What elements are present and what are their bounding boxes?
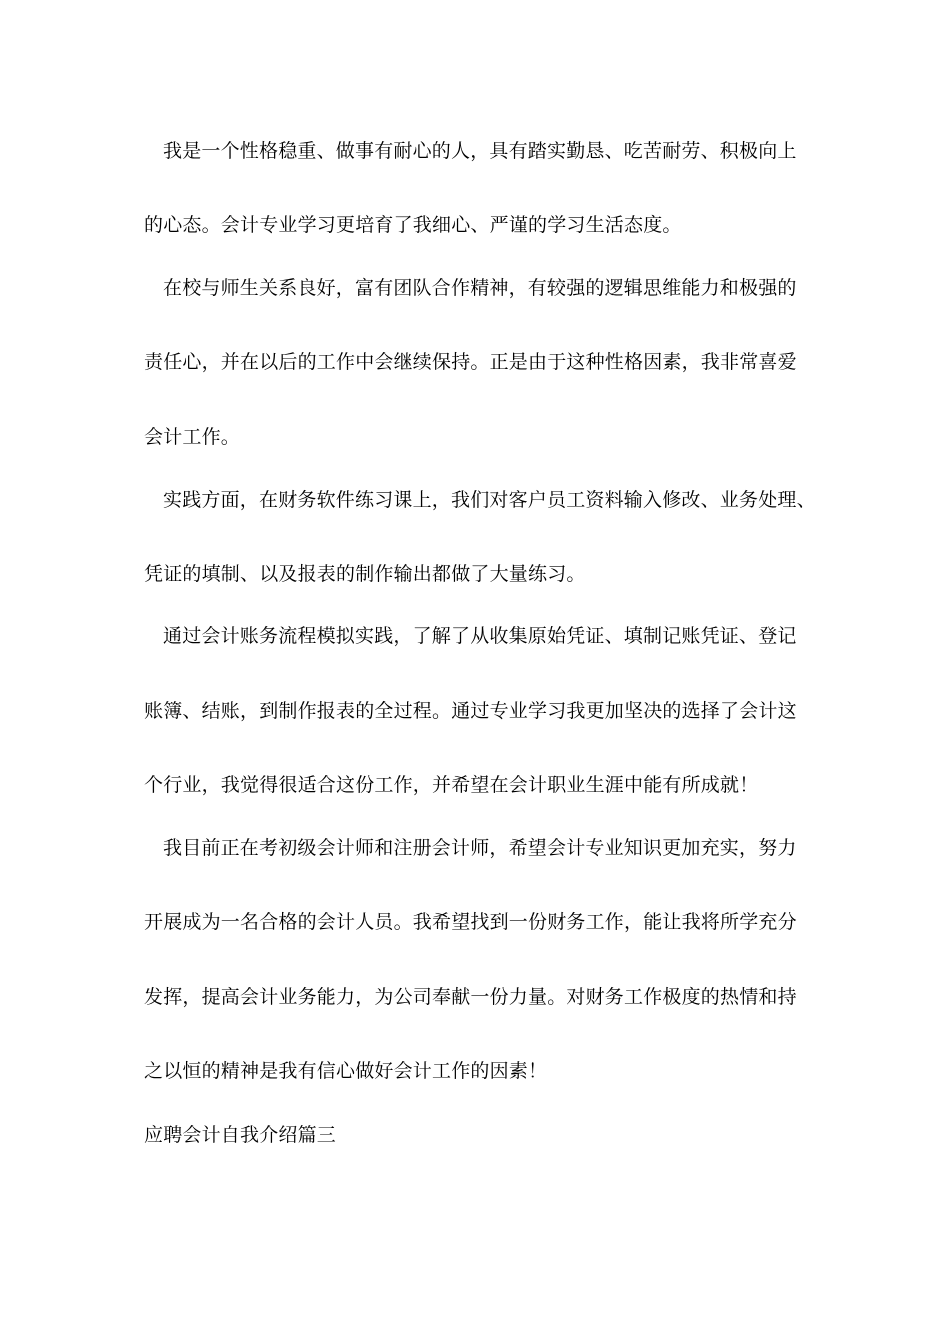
paragraph-2-line-1: 在校与师生关系良好，富有团队合作精神，有较强的逻辑思维能力和极强的 [163, 277, 797, 299]
section-heading: 应聘会计自我介绍篇三 [144, 1124, 337, 1146]
paragraph-3-line-2: 凭证的填制、以及报表的制作输出都做了大量练习。 [144, 563, 586, 585]
paragraph-4-line-1: 通过会计账务流程模拟实践，了解了从收集原始凭证、填制记账凭证、登记 [163, 625, 797, 647]
paragraph-2-line-3: 会计工作。 [144, 426, 241, 448]
paragraph-5-line-1: 我目前正在考初级会计师和注册会计师，希望会计专业知识更加充实，努力 [163, 837, 797, 859]
paragraph-1-line-2: 的心态。会计专业学习更培育了我细心、严谨的学习生活态度。 [144, 214, 682, 236]
paragraph-2-line-2: 责任心，并在以后的工作中会继续保持。正是由于这种性格因素，我非常喜爱 [144, 351, 797, 373]
paragraph-5-line-3: 发挥，提高会计业务能力，为公司奉献一份力量。对财务工作极度的热情和持 [144, 986, 797, 1008]
paragraph-5-line-4: 之以恒的精神是我有信心做好会计工作的因素！ [144, 1060, 548, 1082]
paragraph-4-line-2: 账簿、结账，到制作报表的全过程。通过专业学习我更加坚决的选择了会计这 [144, 700, 797, 722]
paragraph-3-line-1: 实践方面，在财务软件练习课上，我们对客户员工资料输入修改、业务处理、 [163, 489, 816, 511]
paragraph-4-line-3: 个行业，我觉得很适合这份工作，并希望在会计职业生涯中能有所成就！ [144, 774, 759, 796]
paragraph-1-line-1: 我是一个性格稳重、做事有耐心的人，具有踏实勤恳、吃苦耐劳、积极向上 [163, 140, 797, 162]
paragraph-5-line-2: 开展成为一名合格的会计人员。我希望找到一份财务工作，能让我将所学充分 [144, 911, 797, 933]
